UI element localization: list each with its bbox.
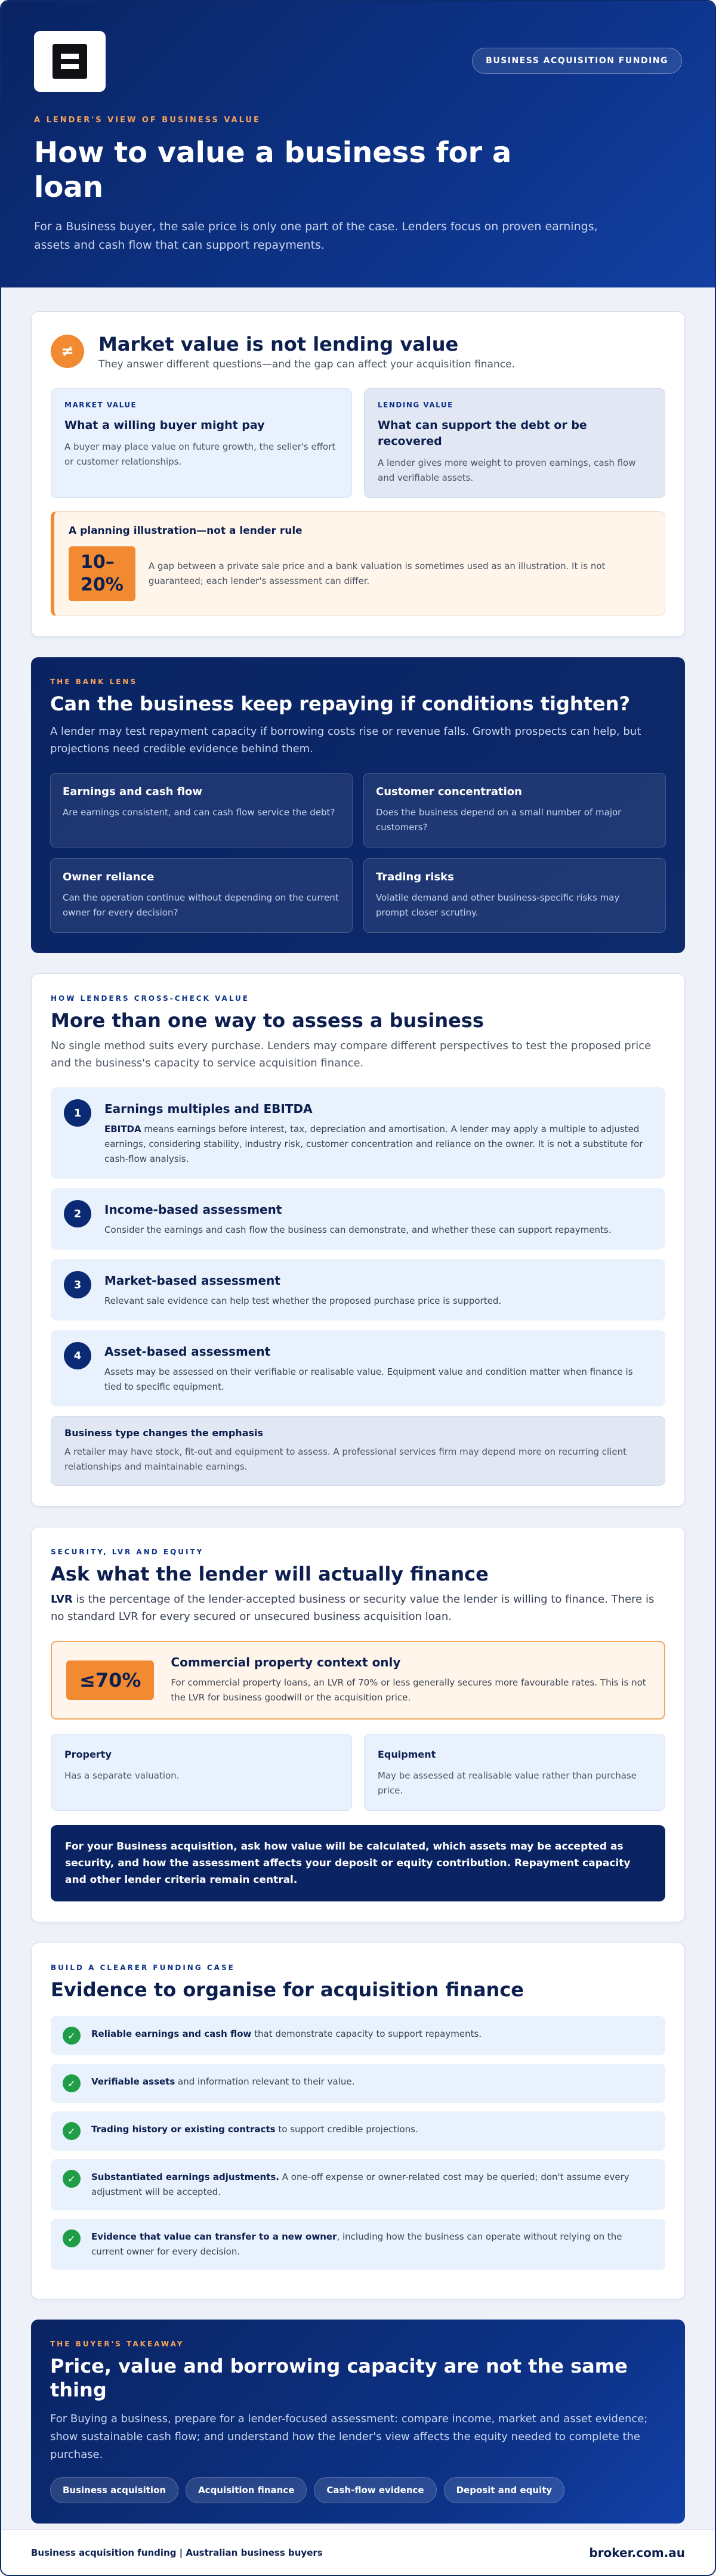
takeaway-title: Price, value and borrowing capacity are not the same thing bbox=[50, 2355, 628, 2401]
equipment-text: May be assessed at realisable value rather than purchase price. bbox=[378, 1770, 637, 1796]
method-number: 3 bbox=[64, 1271, 91, 1298]
takeaway-text: For Buying a business, prepare for a lender-focused assessment: compare income, market and asset evidence; show sustainable cash flow; and understand how the lender's view affects the equity needed to complete the purchase. bbox=[50, 2413, 648, 2461]
method-title: Market-based assessment bbox=[104, 1273, 280, 1288]
method-text: Consider the earnings and cash flow the business can demonstrate, and whether these can support repayments. bbox=[104, 1224, 612, 1235]
check-icon: ✓ bbox=[63, 2074, 81, 2092]
evidence-text bbox=[91, 2074, 354, 2089]
evidence-item bbox=[51, 2159, 665, 2210]
evidence-text bbox=[91, 2170, 653, 2200]
method-title: Asset-based assessment bbox=[104, 1344, 271, 1359]
evidence-item bbox=[51, 2064, 665, 2103]
business-type-text: A retailer may have stock, fit-out and equipment to assess. A professional services firm may depend more on recurring client relationships and maintainable earnings. bbox=[64, 1446, 626, 1472]
lender-callout: For your Business acquisition, ask how value will be calculated, which assets may be accepted as security, and how the assessment affects your deposit or equity contribution. Repayment capacity and other lender criteria remain central. bbox=[51, 1825, 665, 1901]
commercial-property-box bbox=[51, 1641, 665, 1720]
bank-item bbox=[363, 858, 666, 933]
footer-site-link[interactable]: broker.com.au bbox=[589, 2545, 685, 2560]
lvr-lead-bold: LVR bbox=[51, 1593, 73, 1606]
takeaway-eyebrow: THE BUYER'S TAKEAWAY bbox=[50, 2340, 184, 2348]
market-value-box bbox=[51, 388, 352, 498]
evidence-bold: Reliable earnings and cash flow bbox=[91, 2028, 252, 2039]
method-item bbox=[51, 1087, 665, 1179]
check-icon: ✓ bbox=[63, 2027, 81, 2045]
commercial-property-text: For commercial property loans, an LVR of 70% or less generally secures more favourable rates. This is not the LVR for business goodwill or the acquisition price. bbox=[171, 1677, 646, 1703]
evidence-bold: Verifiable assets bbox=[91, 2076, 175, 2087]
evidence-section bbox=[31, 1943, 685, 2299]
bank-item-text: Volatile demand and other business-specific risks may prompt closer scrutiny. bbox=[376, 892, 620, 918]
lvr-eyebrow: SECURITY, LVR AND EQUITY bbox=[51, 1548, 204, 1556]
check-icon: ✓ bbox=[63, 2122, 81, 2140]
market-value-heading: What a willing buyer might pay bbox=[64, 419, 265, 432]
bank-item bbox=[50, 858, 353, 933]
methods-section bbox=[31, 973, 685, 1507]
bank-item bbox=[50, 773, 353, 848]
lending-value-box bbox=[364, 388, 665, 498]
not-equal-icon: ≠ bbox=[51, 335, 84, 368]
bank-item-title: Earnings and cash flow bbox=[63, 786, 203, 798]
evidence-text bbox=[91, 2027, 482, 2042]
check-icon: ✓ bbox=[63, 2170, 81, 2188]
lending-value-tag: LENDING VALUE bbox=[378, 401, 453, 409]
main-content bbox=[1, 287, 715, 2524]
commercial-property-title: Commercial property context only bbox=[171, 1655, 401, 1669]
check-icon: ✓ bbox=[63, 2229, 81, 2247]
lvr-badge: ≤70% bbox=[66, 1660, 154, 1700]
evidence-body: that demonstrate capacity to support repayments. bbox=[251, 2028, 482, 2039]
methods-eyebrow: HOW LENDERS CROSS-CHECK VALUE bbox=[51, 994, 249, 1003]
property-title: Property bbox=[64, 1749, 112, 1760]
business-type-note bbox=[51, 1416, 665, 1486]
bank-lens-section bbox=[31, 657, 685, 953]
method-number: 1 bbox=[64, 1099, 91, 1127]
bank-item-title: Owner reliance bbox=[63, 871, 155, 883]
method-title: Income-based assessment bbox=[104, 1202, 282, 1217]
evidence-body: and information relevant to their value. bbox=[175, 2076, 355, 2087]
lvr-lead-text: is the percentage of the lender-accepted business or security value the lender is willing to finance. There is no standard LVR for every secured or unsecured business acquisition loan. bbox=[51, 1593, 655, 1623]
method-text bbox=[104, 1122, 652, 1167]
bank-lead: A lender may test repayment capacity if borrowing costs rise or revenue falls. Growth prospects can help, but projections need credible evidence behind them. bbox=[50, 725, 641, 755]
planning-illustration bbox=[51, 511, 665, 616]
methods-lead: No single method suits every purchase. Lenders may compare different perspectives to test the proposed price and the business's capacity to service acquisition finance. bbox=[51, 1040, 652, 1069]
method-item bbox=[51, 1330, 665, 1406]
evidence-body: to support credible projections. bbox=[275, 2124, 418, 2135]
takeaway-section bbox=[31, 2320, 685, 2524]
lvr-section bbox=[31, 1527, 685, 1922]
planning-title: A planning illustration—not a lender rule bbox=[69, 525, 303, 537]
bank-item bbox=[363, 773, 666, 848]
bank-item-text: Can the operation continue without depending on the current owner for every decision? bbox=[63, 892, 339, 918]
lending-value-text: A lender gives more weight to proven earnings, cash flow and verifiable assets. bbox=[378, 457, 636, 483]
evidence-bold: Evidence that value can transfer to a new owner bbox=[91, 2231, 337, 2242]
property-box bbox=[51, 1734, 352, 1811]
method-text: Assets may be assessed on their verifiable or realisable value. Equipment value and condition matter when finance is tied to specific equipment. bbox=[104, 1366, 633, 1392]
category-pill: BUSINESS ACQUISITION FUNDING bbox=[472, 48, 682, 74]
page-footer bbox=[1, 2529, 715, 2575]
evidence-bold: Substantiated earnings adjustments. bbox=[91, 2172, 279, 2182]
logo-mark-icon bbox=[53, 44, 87, 79]
market-subtitle: They answer different questions—and the gap can affect your acquisition finance. bbox=[98, 358, 515, 370]
method-text-body: means earnings before interest, tax, depreciation and amortisation. A lender may apply a multiple to adjusted earnings, considering stability, industry risk, customer concentration and reliance on the owner. It is not a substitute for cash-flow analysis. bbox=[104, 1124, 643, 1164]
method-item bbox=[51, 1259, 665, 1321]
gap-badge: 10–20% bbox=[69, 546, 135, 601]
bank-item-text: Does the business depend on a small number of major customers? bbox=[376, 807, 622, 833]
bank-item-title: Trading risks bbox=[376, 871, 454, 883]
evidence-bold: Trading history or existing contracts bbox=[91, 2124, 276, 2135]
lending-value-heading: What can support the debt or be recovered bbox=[378, 419, 587, 448]
equipment-box bbox=[364, 1734, 665, 1811]
topic-chip[interactable]: Deposit and equity bbox=[444, 2477, 565, 2503]
bank-item-title: Customer concentration bbox=[376, 786, 522, 798]
brand-logo[interactable] bbox=[34, 31, 106, 92]
topic-chip[interactable]: Cash-flow evidence bbox=[314, 2477, 436, 2503]
evidence-title: Evidence to organise for acquisition finance bbox=[51, 1978, 524, 2001]
method-text: Relevant sale evidence can help test whether the proposed purchase price is supported. bbox=[104, 1295, 502, 1306]
evidence-item bbox=[51, 2219, 665, 2270]
evidence-text bbox=[91, 2122, 418, 2137]
method-item bbox=[51, 1188, 665, 1250]
topic-chip[interactable]: Acquisition finance bbox=[186, 2477, 307, 2503]
page-title: How to value a business for a loan bbox=[34, 136, 512, 204]
market-value-text: A buyer may place value on future growth, the seller's effort or customer relationships. bbox=[64, 441, 336, 467]
bank-item-text: Are earnings consistent, and can cash flow service the debt? bbox=[63, 807, 335, 818]
lvr-title: Ask what the lender will actually finance bbox=[51, 1563, 489, 1585]
evidence-body: , including how the business can operate without relying on the current owner for every decision. bbox=[91, 2231, 622, 2257]
hero-header bbox=[1, 1, 715, 287]
evidence-text bbox=[91, 2229, 653, 2259]
footer-tagline: Business acquisition funding | Australian business buyers bbox=[31, 2547, 323, 2558]
market-title: Market value is not lending value bbox=[98, 333, 459, 355]
evidence-body: A one-off expense or owner-related cost may be queried; don't assume every adjustment will be accepted. bbox=[91, 2172, 629, 2197]
bank-eyebrow: THE BANK LENS bbox=[50, 678, 138, 686]
methods-title: More than one way to assess a business bbox=[51, 1009, 484, 1032]
market-value-section bbox=[31, 311, 685, 637]
method-number: 2 bbox=[64, 1200, 91, 1227]
method-text-bold: EBITDA bbox=[104, 1124, 141, 1134]
method-title: Earnings multiples and EBITDA bbox=[104, 1102, 313, 1116]
business-type-title: Business type changes the emphasis bbox=[64, 1427, 264, 1439]
property-text: Has a separate valuation. bbox=[64, 1770, 180, 1781]
lvr-lead bbox=[51, 1591, 665, 1625]
evidence-eyebrow: BUILD A CLEARER FUNDING CASE bbox=[51, 1963, 235, 1972]
planning-text: A gap between a private sale price and a bank valuation is sometimes used as an illustration. It is not guaranteed; each lender's assessment can differ. bbox=[148, 561, 606, 586]
bank-title: Can the business keep repaying if conditions tighten? bbox=[50, 692, 631, 715]
hero-intro: For a Business buyer, the sale price is only one part of the case. Lenders focus on proven earnings, assets and cash flow that can support repayments. bbox=[34, 220, 598, 252]
market-value-tag: MARKET VALUE bbox=[64, 401, 137, 409]
hero-eyebrow: A LENDER'S VIEW OF BUSINESS VALUE bbox=[34, 116, 261, 125]
topic-chip[interactable]: Business acquisition bbox=[50, 2477, 178, 2503]
evidence-item bbox=[51, 2016, 665, 2055]
evidence-item bbox=[51, 2111, 665, 2151]
equipment-title: Equipment bbox=[378, 1749, 436, 1760]
method-number: 4 bbox=[64, 1342, 91, 1369]
